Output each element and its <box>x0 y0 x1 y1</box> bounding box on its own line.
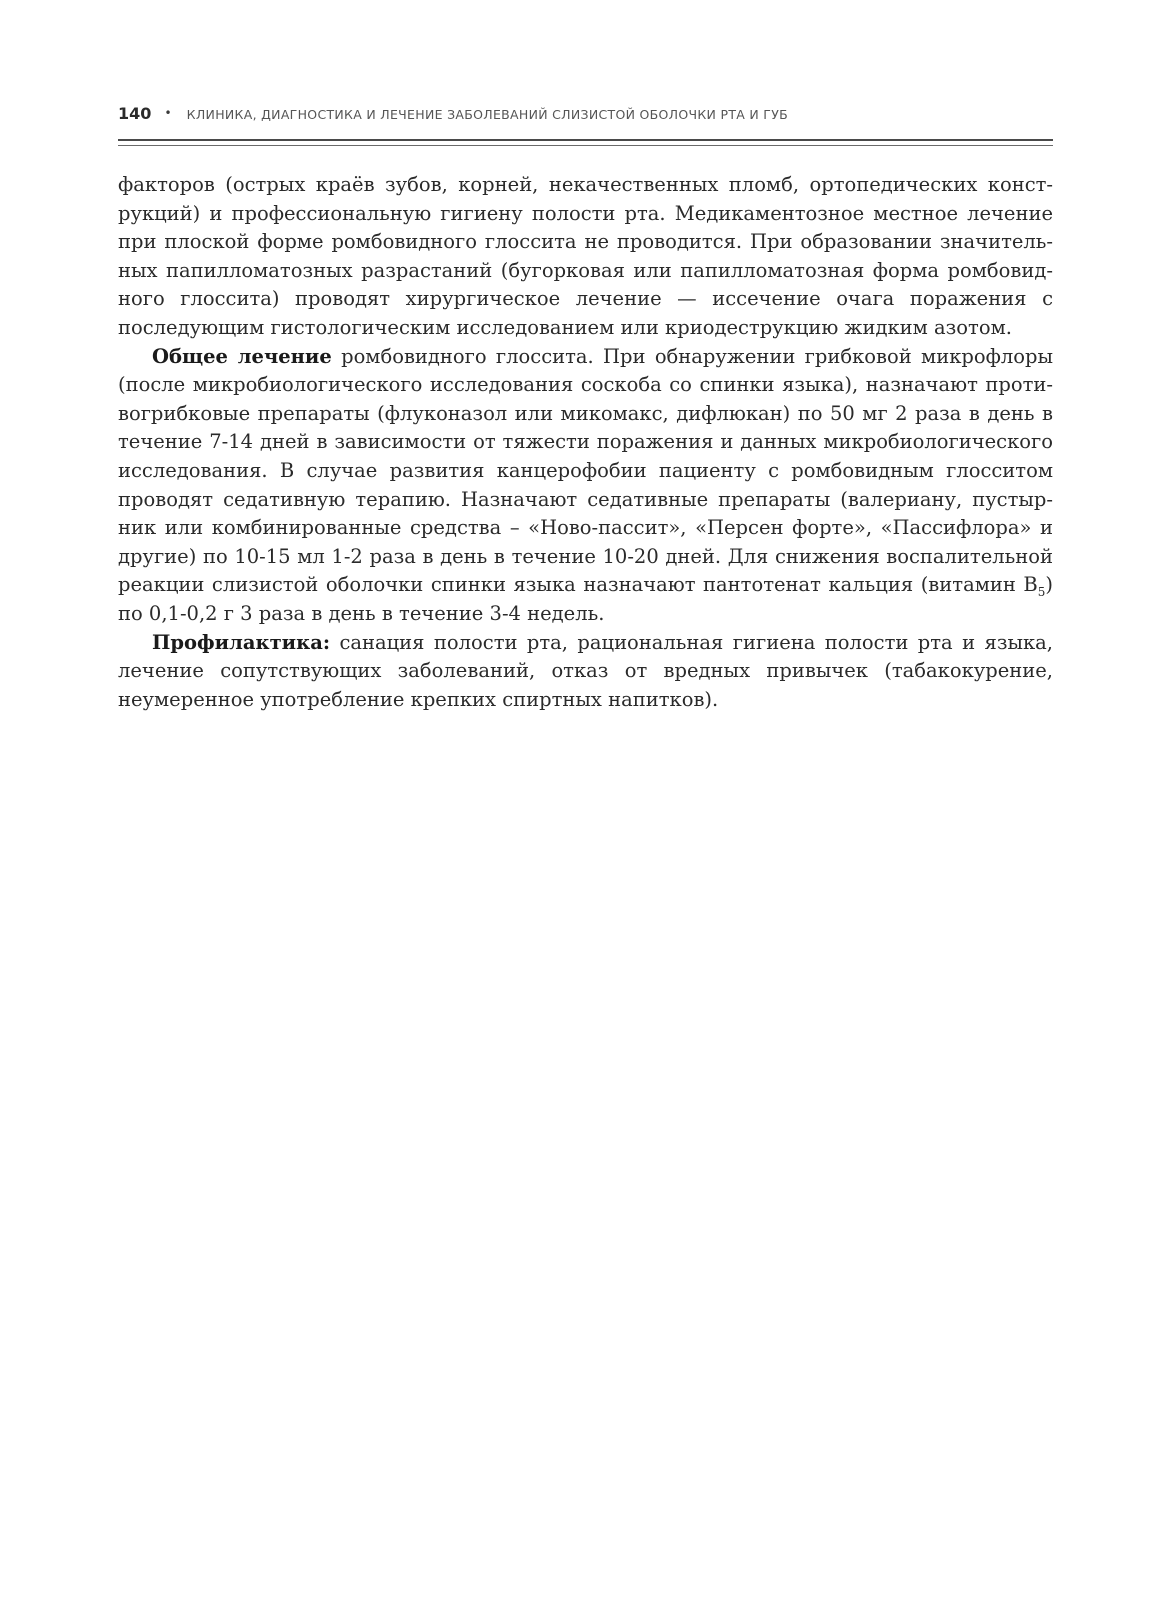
header-bullet: • <box>164 106 172 120</box>
prevention-heading: Профилактика: <box>152 630 331 654</box>
page-header <box>118 104 1053 123</box>
header-rule-thick <box>118 139 1053 141</box>
page-number: 140 <box>118 104 152 123</box>
subscript: 5 <box>1037 585 1046 600</box>
header-rule-thin <box>118 145 1053 146</box>
paragraph-continuation <box>118 171 1053 343</box>
paragraph-text: факторов (острых краёв зубов, корней, некачественных пломб, ортопедических конструкций) и профессиональную гигиену полости рта. Медикаментозное местное лечение при плоской форме ромбовидного глоссита не проводится. При образовании значительных папилломатозных разрастаний (бугорковая или папилломатозная форма ромбовидного глоссита) проводят хирургическое лечение — иссечение очага поражения с последующим гистологическим исследованием или криодеструкцию жидким азотом. <box>118 173 1053 339</box>
paragraph-prevention <box>118 629 1053 715</box>
general-treatment-heading: Общее лечение <box>152 344 332 368</box>
paragraph-text: санация полости рта, рациональная гигиена полости рта и языка, лечение сопутствующих заболеваний, отказ от вредных привычек (табакокурение, неумеренное употребление крепких спиртных напитков). <box>118 630 1053 711</box>
paragraph-text: ромбовидного глоссита. При обнаружении грибковой микрофлоры (после микробиологического исследования соскоба со спинки языка), назначают противогрибковые препараты (флуконазол или микомакс, дифлюкан) по 50 мг 2 раза в день в течение 7-14 дней в зависимости от тяжести поражения и данных микробиологического исследования. В случае развития канцерофобии пациенту с ромбовидным глосситом проводят седативную терапию. Назначают седативные препараты (валериану, пустырник или комбинированные средства – «Ново-пассит», «Персен форте», «Пассифлора» и другие) по 10-15 мл 1-2 раза в день в течение 10-20 дней. Для снижения воспалительной реакции слизистой оболочки спинки языка назначают пантотенат кальция (витамин B <box>118 344 1054 597</box>
running-title: КЛИНИКА, ДИАГНОСТИКА И ЛЕЧЕНИЕ ЗАБОЛЕВАНИЙ СЛИЗИСТОЙ ОБОЛОЧКИ РТА И ГУБ <box>186 107 789 122</box>
paragraph-text: ) по 0,1-0,2 г 3 раза в день в течение 3-4 недель. <box>118 573 1053 625</box>
body-text <box>118 171 1053 714</box>
paragraph-general-treatment <box>118 343 1053 629</box>
